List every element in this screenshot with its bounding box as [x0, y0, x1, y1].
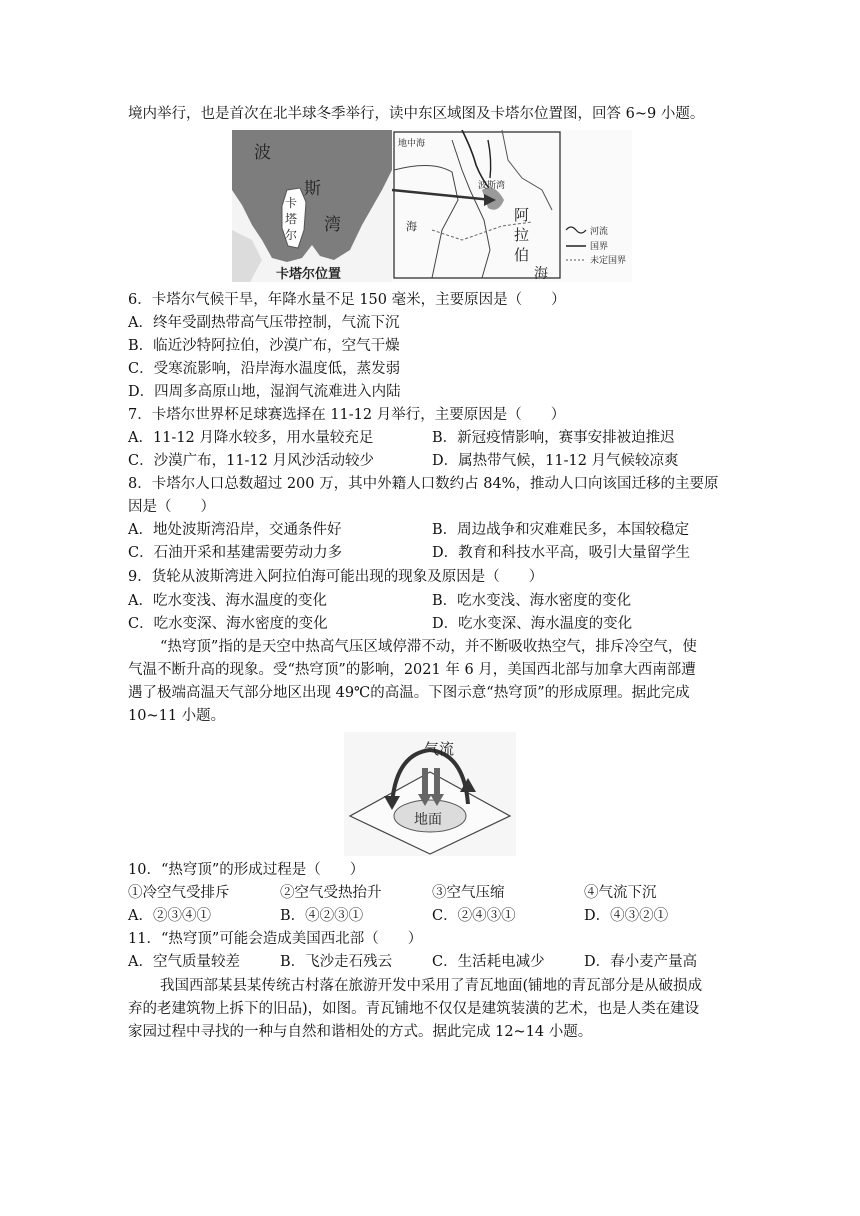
label-la: 拉	[514, 226, 530, 244]
q10-option-b: B．④②③①	[280, 908, 364, 924]
q8-option-c: C．石油开采和基建需要劳动力多	[128, 545, 343, 561]
q8-option-a: A．地处波斯湾沿岸，交通条件好	[128, 522, 342, 538]
q11-option-c: C．生活耗电减少	[432, 954, 545, 970]
q9-stem: 9．货轮从波斯湾进入阿拉伯海可能出现的现象及原因是（ ）	[128, 569, 544, 585]
q7-option-d: D．属热带气候，11-12 月气候较凉爽	[432, 453, 679, 469]
q6-option-d: D．四周多高原山地，湿润气流难进入内陆	[128, 384, 401, 400]
q8-stem-line2: 因是（ ）	[128, 499, 215, 515]
passage2-line4: 10~11 小题。	[128, 708, 226, 724]
label-dizhonghai: 地中海	[398, 139, 426, 149]
q10-item-3: ③空气压缩	[432, 885, 505, 901]
q6-option-c: C．受寒流影响，沿岸海水温度低，蒸发弱	[128, 361, 401, 377]
map-caption: 卡塔尔位置	[276, 267, 342, 282]
q7-stem: 7．卡塔尔世界杯足球赛选择在 11-12 月举行，主要原因是（ ）	[128, 407, 566, 423]
middle-east-map	[392, 130, 632, 282]
q9-options-row1	[128, 591, 728, 611]
q8-option-b: B．周边战争和灾难难民多，本国较稳定	[432, 522, 690, 538]
label-bo2: 伯	[514, 246, 530, 264]
label-wan: 湾	[324, 215, 341, 235]
q11-option-d: D．春小麦产量高	[584, 954, 698, 970]
legend-border: 国界	[590, 242, 609, 252]
label-ground: 地面	[414, 812, 442, 828]
passage3-line2: 弃的老建筑物上拆下的旧品)，如图。青瓦铺地不仅仅是建筑装潢的艺术，也是人类在建设	[128, 1001, 700, 1017]
q10-options-row	[128, 906, 728, 926]
label-er: 尔	[285, 228, 298, 242]
label-bosi: 波斯湾	[478, 181, 506, 191]
q7-options-row2	[128, 451, 728, 471]
passage3-line3: 家园过程中寻找的一种与自然和谐相处的方式。据此完成 12~14 小题。	[128, 1024, 593, 1040]
q7-option-a: A．11-12 月降水较多，用水量较充足	[128, 430, 374, 446]
q6-option-a: A．终年受副热带高气压带控制，气流下沉	[128, 315, 400, 331]
q10-option-d: D．④③②①	[584, 908, 669, 924]
q8-options-row2	[128, 543, 728, 563]
q9-option-b: B．吃水变浅、海水密度的变化	[432, 593, 632, 609]
legend-river: 河流	[590, 227, 609, 237]
q6-stem: 6．卡塔尔气候干旱，年降水量不足 150 毫米，主要原因是（ ）	[128, 292, 566, 308]
label-hai2: 海	[534, 266, 548, 282]
q6-option-b: B．临近沙特阿拉伯，沙漠广布，空气干燥	[128, 338, 400, 354]
q10-stem: 10．“热穹顶”的形成过程是（ ）	[128, 862, 365, 878]
label-a: 阿	[514, 206, 530, 224]
passage2-line1: “热穹顶”指的是天空中热高气压区域停滞不动，并不断吸收热空气，排斥冷空气，使	[160, 639, 697, 655]
label-airflow: 气流	[424, 740, 455, 758]
q11-option-a: A．空气质量较差	[128, 954, 240, 970]
q11-stem: 11．“热穹顶”可能会造成美国西北部（ ）	[128, 931, 423, 947]
q7-option-c: C．沙漠广布，11-12 月风沙活动较少	[128, 453, 375, 469]
q8-option-d: D．教育和科技水平高，吸引大量留学生	[432, 545, 691, 561]
heat-dome-figure	[344, 732, 516, 856]
passage2-line3: 遇了极端高温天气部分地区出现 49℃的高温。下图示意“热穹顶”的形成原理。据此完成	[128, 685, 690, 701]
q7-option-b: B．新冠疫情影响，赛事安排被迫推迟	[432, 430, 675, 446]
q8-stem-line1: 8．卡塔尔人口总数超过 200 万，其中外籍人口数约占 84%，推动人口向该国迁移的主要原	[128, 476, 719, 492]
q10-item-1: ①冷空气受排斥	[128, 885, 230, 901]
q9-option-d: D．吃水变深、海水温度的变化	[432, 616, 633, 632]
qatar-location-map	[232, 130, 392, 282]
q10-item-4: ④气流下沉	[584, 885, 657, 901]
q9-option-a: A．吃水变浅、海水温度的变化	[128, 593, 327, 609]
label-ta: 塔	[285, 212, 298, 226]
q10-item-2: ②空气受热抬升	[280, 885, 382, 901]
label-bo: 波	[254, 143, 271, 163]
q11-options-row	[128, 952, 728, 972]
label-ka: 卡	[285, 196, 298, 210]
q11-option-b: B．飞沙走石残云	[280, 954, 393, 970]
q9-options-row2	[128, 614, 728, 634]
label-hai: 海	[406, 220, 417, 233]
q8-options-row1	[128, 520, 728, 540]
q9-option-c: C．吃水变深、海水密度的变化	[128, 616, 328, 632]
q10-items-row	[128, 883, 728, 903]
q10-option-a: A．②③④①	[128, 908, 211, 924]
passage3-line1: 我国西部某县某传统古村落在旅游开发中采用了青瓦地面(铺地的青瓦部分是从破损成	[160, 978, 703, 994]
label-si: 斯	[304, 179, 321, 199]
q10-option-c: C．②④③①	[432, 908, 516, 924]
legend-undetermined-border: 未定国界	[590, 256, 627, 266]
q7-options-row1	[128, 428, 728, 448]
intro-line: 境内举行，也是首次在北半球冬季举行，读中东区域图及卡塔尔位置图，回答 6~9 小题。	[128, 106, 705, 122]
passage2-line2: 气温不断升高的现象。受“热穹顶”的影响，2021 年 6 月，美国西北部与加拿大西南部遭	[128, 662, 696, 678]
